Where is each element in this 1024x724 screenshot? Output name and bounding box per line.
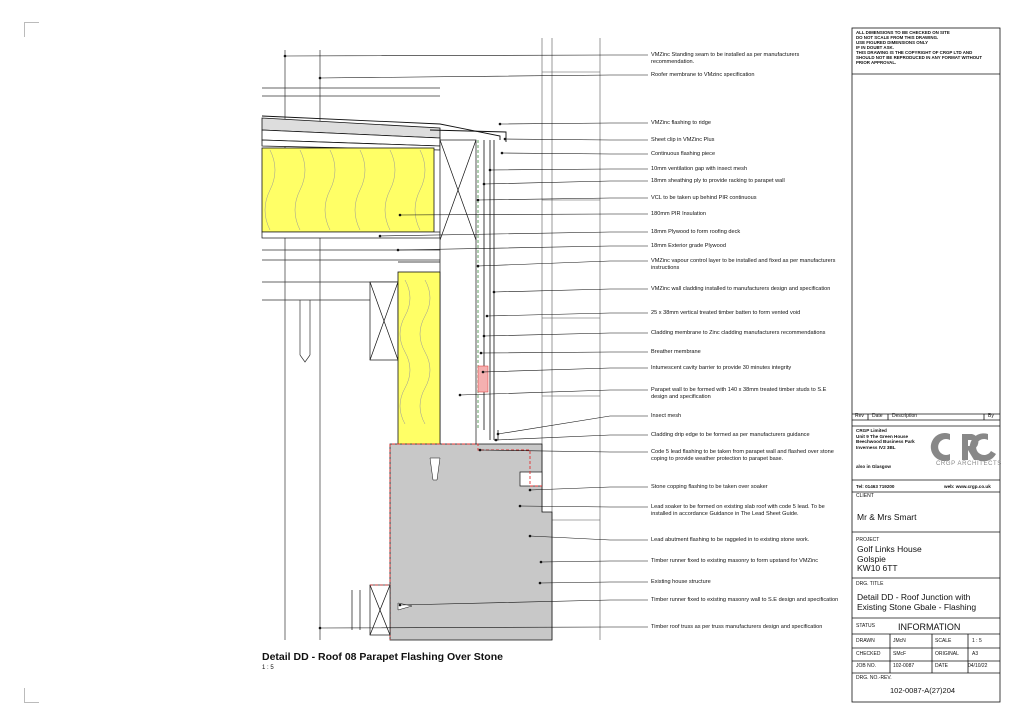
note-label-4: Sheet clip in VMZinc Plus bbox=[651, 137, 715, 143]
leader-dot-22 bbox=[529, 489, 531, 491]
drg-title-label: DRG. TITLE bbox=[856, 581, 884, 587]
logo-text bbox=[926, 433, 1005, 461]
client-name: Mr & Mrs Smart bbox=[857, 512, 917, 522]
note-label-19: Insect mesh bbox=[651, 413, 682, 419]
leader-line-3 bbox=[500, 123, 648, 124]
leader-line-12 bbox=[478, 261, 648, 266]
leader-dot-14 bbox=[486, 315, 488, 317]
note-label-5: Continuous flashing piece bbox=[651, 151, 716, 157]
leader-dot-19 bbox=[497, 433, 499, 435]
leader-dot-3 bbox=[499, 123, 501, 125]
disclaimer-text: ALL DIMENSIONS TO BE CHECKED ON SITE DO NOT SCALE FROM THIS DRAWING. USE FIGURED DIMENSIONS ONLY IF IN DOUBT ASK. THIS DRAWING IS THE COPYRIGHT OF CRGP LTD AND SHOULD NOT BE REPRODUCED IN ANY FORMAT WITHOUT PRIOR APPROVAL. bbox=[856, 30, 983, 65]
drg-no-label: DRG. NO.-REV. bbox=[856, 675, 892, 681]
leader-line-4 bbox=[505, 139, 648, 140]
cladding-layers bbox=[478, 140, 498, 440]
leader-dot-24 bbox=[529, 535, 531, 537]
leader-dot-4 bbox=[504, 138, 506, 140]
leader-dot-26 bbox=[539, 582, 541, 584]
leader-dot-21 bbox=[479, 449, 481, 451]
status-value: INFORMATION bbox=[898, 622, 961, 632]
note-label-9: 180mm PIR Insulation bbox=[651, 211, 707, 217]
detail-title: Detail DD - Roof 08 Parapet Flashing Over Stone bbox=[262, 651, 503, 663]
note-label-26: Existing house structure bbox=[651, 579, 711, 585]
note-label-7: 18mm sheathing ply to provide racking to parapet wall bbox=[651, 178, 785, 184]
leader-dot-13 bbox=[493, 291, 495, 293]
leader-dot-28 bbox=[319, 627, 321, 629]
leader-line-14 bbox=[487, 313, 648, 316]
scale-value: 1 : 5 bbox=[972, 638, 982, 644]
note-label-16: Breather membrane bbox=[651, 349, 701, 355]
leader-line-15 bbox=[484, 333, 648, 336]
leader-line-13 bbox=[494, 289, 648, 292]
note-label-1: VMZinc Standing seam to be installed as per manufacturers recommendation. bbox=[651, 52, 800, 65]
rev-col-description: Description bbox=[892, 413, 918, 419]
leader-dot-16 bbox=[480, 352, 482, 354]
leader-dot-18 bbox=[459, 394, 461, 396]
note-label-3: VMZinc flashing to ridge bbox=[651, 120, 712, 126]
leader-line-19 bbox=[498, 416, 648, 434]
note-label-20: Cladding drip edge to be formed as per manufacturers guidance bbox=[651, 432, 810, 438]
note-label-24: Lead abutment flashing to be raggeled in to existing stone work. bbox=[651, 537, 810, 543]
scale-label: SCALE bbox=[935, 638, 952, 644]
leader-line-11 bbox=[398, 246, 648, 250]
job-value: 102-0087 bbox=[893, 663, 915, 669]
note-label-10: 18mm Plywood to form roofing deck bbox=[651, 229, 741, 235]
leader-line-6 bbox=[490, 169, 648, 170]
note-label-2: Roofer membrane to VMzinc specification bbox=[651, 72, 755, 78]
company-tel: Tel: 01463 719200 bbox=[856, 484, 895, 489]
leader-dot-6 bbox=[489, 169, 491, 171]
leader-dot-1 bbox=[284, 55, 286, 57]
note-label-11: 18mm Exterior grade Plywood bbox=[651, 243, 726, 249]
leader-dot-25 bbox=[540, 561, 542, 563]
leader-dot-15 bbox=[483, 335, 485, 337]
leader-dot-5 bbox=[501, 152, 503, 154]
client-label: CLIENT bbox=[856, 493, 874, 499]
leader-dot-7 bbox=[483, 183, 485, 185]
company-web: web: www.crgp.co.uk bbox=[944, 484, 991, 489]
note-label-8: VCL to be taken up behind PIR continuous bbox=[651, 195, 757, 201]
note-label-27: Timber runner fixed to existing masonry wall to S.E design and specification bbox=[651, 597, 839, 603]
note-label-17: Intumescent cavity barrier to provide 30 minutes integrity bbox=[651, 365, 792, 371]
date-value: 04/10/22 bbox=[968, 663, 988, 669]
checked-label: CHECKED bbox=[856, 651, 881, 657]
company-address: CRGP Limited Unit 9 The Green House Beechwood Business Park Inverness IV2 3BL bbox=[856, 428, 915, 450]
existing-stone bbox=[390, 444, 552, 640]
leader-dot-10 bbox=[379, 235, 381, 237]
leader-line-5 bbox=[502, 153, 648, 154]
leader-line-7 bbox=[484, 181, 648, 184]
note-label-21: Code 5 lead flashing to be taken from parapet wall and flashed over stone coping to provide weather protection to parapet base. bbox=[651, 449, 834, 462]
note-label-12: VMZinc vapour control layer to be installed and fixed as per manufacturers instructions bbox=[651, 258, 836, 271]
parapet-insulation bbox=[398, 272, 440, 446]
roof-insulation bbox=[262, 148, 440, 238]
leader-dot-8 bbox=[477, 199, 479, 201]
detail-scale: 1 : 5 bbox=[262, 665, 274, 671]
leader-line-20 bbox=[496, 435, 648, 440]
leader-line-1 bbox=[285, 55, 648, 56]
leader-line-22 bbox=[530, 487, 648, 490]
original-label: ORIGINAL bbox=[935, 651, 959, 657]
note-label-22: Stone copping flashing to be taken over soaker bbox=[651, 484, 768, 490]
date-label: DATE bbox=[935, 663, 948, 669]
drawn-value: JMcN bbox=[893, 638, 906, 644]
rev-col-date: Date bbox=[872, 413, 883, 419]
leader-dot-17 bbox=[482, 371, 484, 373]
checked-value: SMcF bbox=[893, 651, 907, 657]
leader-dot-2 bbox=[319, 77, 321, 79]
leader-dot-20 bbox=[495, 439, 497, 441]
leader-line-16 bbox=[481, 352, 648, 353]
project-label: PROJECT bbox=[856, 537, 880, 543]
note-label-18: Parapet wall to be formed with 140 x 38mm treated timber studs to S.E design and specification bbox=[651, 387, 827, 400]
leader-line-17 bbox=[483, 368, 648, 372]
note-label-6: 10mm ventilation gap with insect mesh bbox=[651, 166, 748, 172]
note-label-13: VMZinc wall cladding installed to manufacturers design and specification bbox=[651, 286, 831, 292]
note-label-28: Timber roof truss as per truss manufacturers design and specification bbox=[651, 624, 823, 630]
leader-dot-27 bbox=[399, 604, 401, 606]
leader-line-2 bbox=[320, 75, 648, 78]
note-label-15: Cladding membrane to Zinc cladding manufacturers recommendations bbox=[651, 330, 826, 336]
company-also: also in Glasgow bbox=[856, 464, 891, 469]
drg-no-value: 102-0087-A(27)204 bbox=[890, 686, 956, 695]
note-label-25: Timber runner fixed to existing masonry to form upstand for VMZinc bbox=[651, 558, 819, 564]
drawn-label: DRAWN bbox=[856, 638, 875, 644]
status-label: STATUS bbox=[856, 623, 875, 629]
leader-line-9 bbox=[400, 214, 648, 215]
note-label-14: 25 x 38mm vertical treated timber batten to form vented void bbox=[651, 310, 801, 316]
rev-col-rev: Rev bbox=[855, 413, 864, 419]
drg-title: Detail DD - Roof Junction with Existing Stone Gbale - Flashing bbox=[857, 592, 977, 612]
rev-col-by: By bbox=[988, 413, 994, 419]
leader-dot-11 bbox=[397, 249, 399, 251]
leader-dot-23 bbox=[519, 505, 521, 507]
note-label-23: Lead soaker to be formed on existing slab roof with code 5 lead. To be installed in accordance Guidance in The Lead Sheet Guide. bbox=[651, 504, 825, 517]
project-name: Golf Links House Golspie KW10 6TT bbox=[857, 544, 922, 574]
original-value: A3 bbox=[972, 651, 979, 657]
job-label: JOB NO. bbox=[856, 663, 877, 669]
leader-line-25 bbox=[541, 561, 648, 562]
leader-dot-9 bbox=[399, 214, 401, 216]
leader-line-26 bbox=[540, 582, 648, 583]
logo-subtitle: CRGP ARCHITECTS bbox=[936, 461, 1002, 467]
leader-dot-12 bbox=[477, 265, 479, 267]
